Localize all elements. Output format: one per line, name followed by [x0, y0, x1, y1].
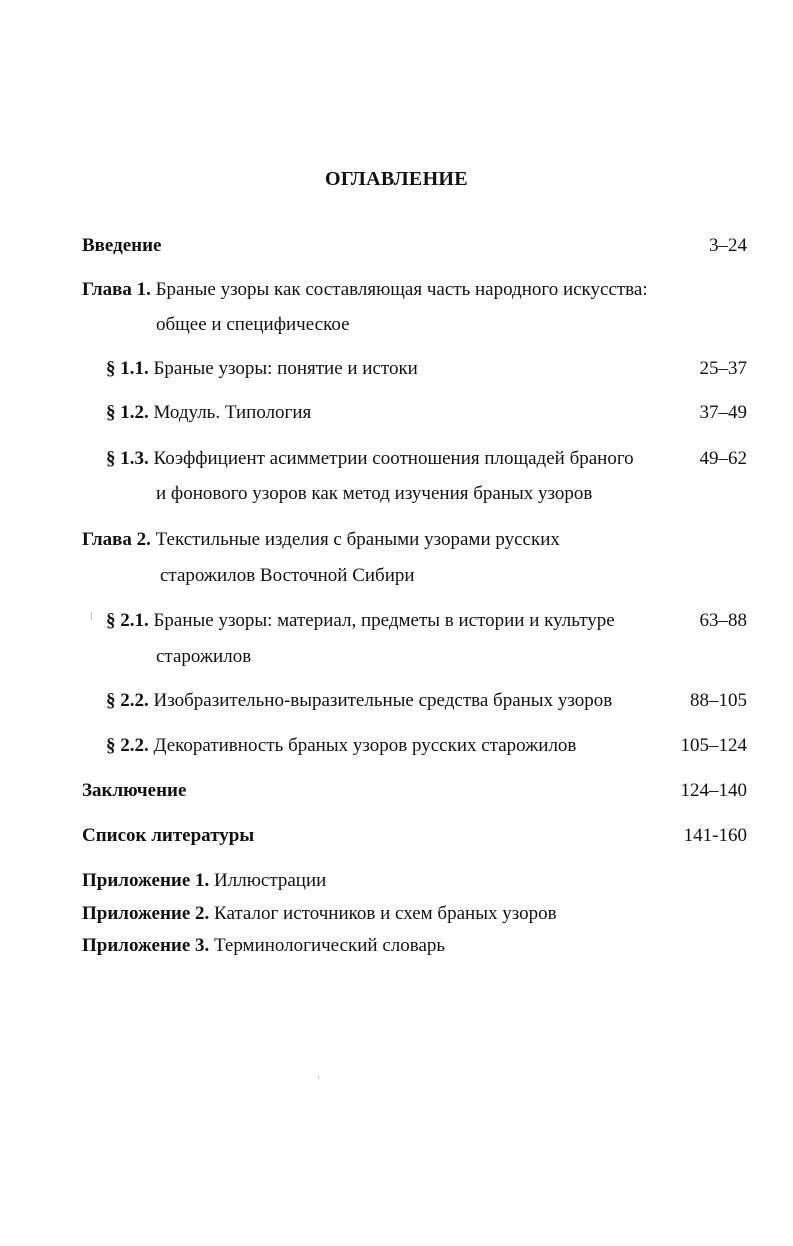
toc-entry-appendix-2 [82, 902, 557, 926]
page-title: ОГЛАВЛЕНИЕ [325, 168, 468, 190]
chapter-2-title-line-1: Текстильные изделия с браными узорами русских [155, 529, 560, 550]
section-2-1-title-line-1: Браные узоры: материал, предметы в истории и культуре [153, 610, 615, 631]
section-1-2-pages: 37–49 [699, 402, 747, 423]
appendix-2-label: Приложение 2. [82, 903, 210, 924]
section-1-2-number: § 1.2. [106, 402, 149, 423]
references-pages: 141-160 [683, 825, 747, 846]
chapter-1-title-line-2: общее и специфическое [156, 314, 350, 335]
conclusion-label: Заключение [82, 780, 187, 801]
appendix-1-title: Иллюстрации [214, 870, 327, 891]
toc-entry-section-2-1 [106, 609, 615, 633]
conclusion-pages: 124–140 [680, 780, 747, 801]
section-1-1-pages: 25–37 [699, 358, 747, 379]
section-1-1-number: § 1.1. [106, 358, 149, 379]
section-1-3-pages: 49–62 [699, 448, 747, 469]
section-1-3-number: § 1.3. [106, 448, 149, 469]
references-label: Список литературы [82, 825, 255, 846]
toc-entry-section-1-3 [106, 447, 634, 471]
toc-entry-chapter-2 [82, 528, 560, 552]
scan-speck [91, 612, 92, 620]
chapter-1-label: Глава 1. [82, 279, 151, 300]
section-2-2-title: Изобразительно-выразительные средства браных узоров [153, 690, 613, 711]
section-2-1-title-line-2: старожилов [156, 646, 252, 667]
toc-entry-chapter-1 [82, 278, 648, 302]
section-1-3-title-line-2: и фонового узоров как метод изучения браных узоров [156, 483, 593, 504]
section-2-3-pages: 105–124 [680, 735, 747, 756]
section-2-2-number: § 2.2. [106, 690, 149, 711]
toc-entry-conclusion [82, 779, 186, 803]
toc-entry-section-1-1 [106, 357, 418, 381]
appendix-3-label: Приложение 3. [82, 935, 210, 956]
section-2-3-title: Декоративность браных узоров русских старожилов [153, 735, 577, 756]
toc-entry-intro [82, 234, 162, 258]
toc-entry-section-1-2 [106, 401, 311, 425]
section-2-1-number: § 2.1. [106, 610, 149, 631]
section-1-2-title: Модуль. Типология [153, 402, 312, 423]
appendix-2-title: Каталог источников и схем браных узоров [214, 903, 557, 924]
intro-pages: 3–24 [709, 235, 747, 256]
toc-entry-appendix-3 [82, 934, 445, 958]
appendix-1-label: Приложение 1. [82, 870, 210, 891]
section-2-2-pages: 88–105 [690, 690, 747, 711]
toc-entry-references [82, 824, 254, 848]
toc-entry-appendix-1 [82, 869, 326, 893]
chapter-1-title-line-1: Браные узоры как составляющая часть народного искусства: [155, 279, 648, 300]
appendix-3-title: Терминологический словарь [214, 935, 446, 956]
section-1-1-title: Браные узоры: понятие и истоки [153, 358, 418, 379]
toc-entry-section-2-2 [106, 689, 612, 713]
section-2-3-number: § 2.2. [106, 735, 149, 756]
section-1-3-title-line-1: Коэффициент асимметрии соотношения площадей браного [153, 448, 634, 469]
chapter-2-title-line-2: старожилов Восточной Сибири [160, 565, 415, 586]
chapter-2-label: Глава 2. [82, 529, 151, 550]
section-2-1-pages: 63–88 [699, 610, 747, 631]
toc-entry-section-2-3 [106, 734, 576, 758]
scan-speck [318, 1076, 319, 1079]
intro-label: Введение [82, 235, 162, 256]
